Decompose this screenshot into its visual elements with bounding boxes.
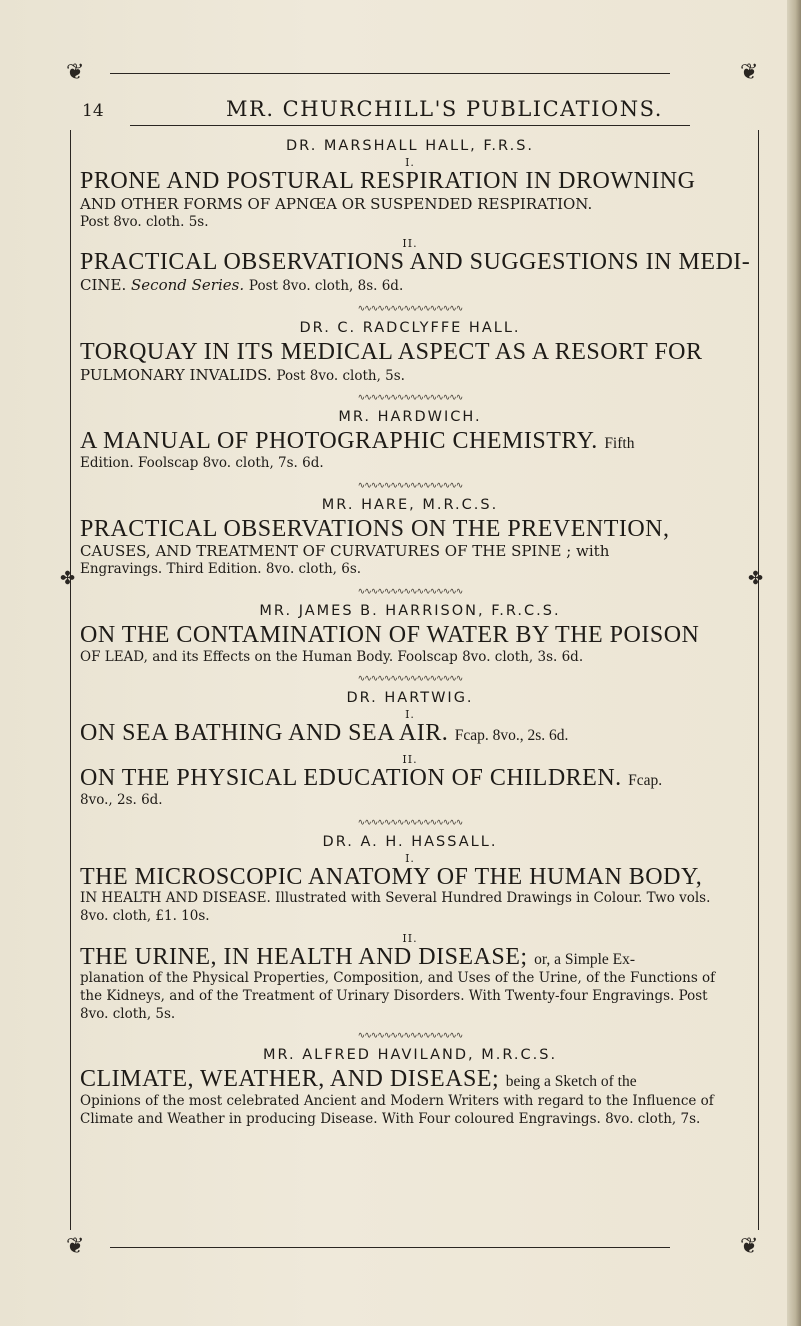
corner-ornament-top-left: ❦ [66, 60, 85, 85]
wavy-separator: ∿∿∿∿∿∿∿∿∿∿∿∿∿∿∿∿ [357, 586, 463, 597]
page-number: 14 [82, 101, 104, 121]
work-title: ON THE CONTAMINATION OF WATER BY THE POISON [80, 621, 700, 648]
work-number: II. [402, 753, 418, 767]
wavy-separator: ∿∿∿∿∿∿∿∿∿∿∿∿∿∿∿∿ [357, 817, 463, 828]
author-heading: DR. C. RADCLYFFE HALL. [299, 319, 521, 336]
header-rule [130, 125, 690, 126]
series-label: Second Series. [131, 276, 245, 295]
author-heading: MR. HARDWICH. [338, 409, 482, 426]
wavy-separator: ∿∿∿∿∿∿∿∿∿∿∿∿∿∿∿∿ [357, 303, 463, 314]
work-title: CLIMATE, WEATHER, AND DISEASE; being a Sketch of the [80, 1066, 637, 1093]
work-title: PRONE AND POSTURAL RESPIRATION IN DROWNING [80, 168, 696, 194]
wavy-separator: ∿∿∿∿∿∿∿∿∿∿∿∿∿∿∿∿ [357, 1031, 463, 1042]
author-heading: DR. HARTWIG. [346, 690, 474, 707]
bottom-rule [110, 1247, 670, 1248]
wavy-separator: ∿∿∿∿∿∿∿∿∿∿∿∿∿∿∿∿ [357, 480, 463, 491]
work-number: I. [405, 851, 415, 865]
left-border [70, 130, 71, 1230]
work-title: A MANUAL OF PHOTOGRAPHIC CHEMISTRY. Fifth [80, 428, 635, 455]
corner-ornament-bottom-right: ❦ [740, 1234, 759, 1259]
work-details: Engravings. Third Edition. 8vo. cloth, 6s. [80, 561, 362, 578]
right-border [758, 130, 759, 1230]
work-number: I. [405, 156, 415, 169]
wavy-separator: ∿∿∿∿∿∿∿∿∿∿∿∿∿∿∿∿ [357, 674, 463, 685]
corner-ornament-bottom-left: ❦ [66, 1234, 85, 1259]
work-details: Edition. Foolscap 8vo. cloth, 7s. 6d. [80, 455, 324, 472]
work-subtitle: CINE. Second Series. Post 8vo. cloth, 8s. 6d. [80, 276, 404, 295]
work-details: IN HEALTH AND DISEASE. Illustrated with Several Hundred Drawings in Colour. Two vols. 8vo. cloth, £1. 10s. [80, 890, 711, 925]
wavy-separator: ∿∿∿∿∿∿∿∿∿∿∿∿∿∿∿∿ [357, 393, 463, 404]
page-edge [787, 0, 801, 1326]
work-number: II. [402, 931, 418, 945]
author-heading: DR. A. H. HASSALL. [322, 833, 498, 850]
author-heading: MR. HARE, M.R.C.S. [321, 496, 499, 513]
work-details: OF LEAD, and its Effects on the Human Body. Foolscap 8vo. cloth, 3s. 6d. [80, 648, 584, 665]
work-title: PRACTICAL OBSERVATIONS AND SUGGESTIONS IN MEDI- [80, 249, 751, 276]
work-number: I. [405, 708, 415, 722]
work-subtitle: CAUSES, AND TREATMENT OF CURVATURES OF THE SPINE ; with [80, 542, 610, 561]
work-details: planation of the Physical Properties, Composition, and Uses of the Urine, of the Functions of the Kidneys, and of the Treatment of Urinary Disorders. With Twenty-four Engravings. Post 8vo. cloth, 5s. [80, 970, 716, 1022]
work-subtitle: PULMONARY INVALIDS. Post 8vo. cloth, 5s. [80, 365, 405, 384]
work-details: Post 8vo. cloth. 5s. [80, 213, 209, 230]
work-title: ON THE PHYSICAL EDUCATION OF CHILDREN. Fcap. [80, 765, 663, 792]
side-ornament-right: ✤ [748, 568, 764, 589]
author-heading: DR. MARSHALL HALL, F.R.S. [285, 138, 535, 154]
author-heading: MR. ALFRED HAVILAND, M.R.C.S. [262, 1047, 558, 1064]
work-number: II. [402, 237, 418, 251]
work-subtitle: AND OTHER FORMS OF APNŒA OR SUSPENDED RESPIRATION. [80, 194, 593, 213]
work-title: TORQUAY IN ITS MEDICAL ASPECT AS A RESORT FOR [80, 338, 703, 365]
corner-ornament-top-right: ❦ [740, 60, 759, 85]
author-heading: MR. JAMES B. HARRISON, F.R.C.S. [259, 602, 561, 619]
work-title: THE URINE, IN HEALTH AND DISEASE; or, a Simple Ex- [80, 943, 636, 970]
work-details: 8vo., 2s. 6d. [80, 792, 163, 809]
top-rule [110, 73, 670, 74]
work-details: Opinions of the most celebrated Ancient and Modern Writers with regard to the Influence of Climate and Weather in producing Disease. With Four coloured Engravings. 8vo. cloth, 7s. [80, 1093, 714, 1127]
catalogue-content [80, 138, 751, 1128]
work-title: ON SEA BATHING AND SEA AIR. Fcap. 8vo., 2s. 6d. [80, 720, 569, 747]
work-title: PRACTICAL OBSERVATIONS ON THE PREVENTION, [80, 515, 670, 542]
running-head: MR. CHURCHILL'S PUBLICATIONS. [226, 97, 663, 121]
side-ornament-left: ✤ [60, 568, 76, 589]
work-title: THE MICROSCOPIC ANATOMY OF THE HUMAN BODY, [80, 863, 703, 890]
